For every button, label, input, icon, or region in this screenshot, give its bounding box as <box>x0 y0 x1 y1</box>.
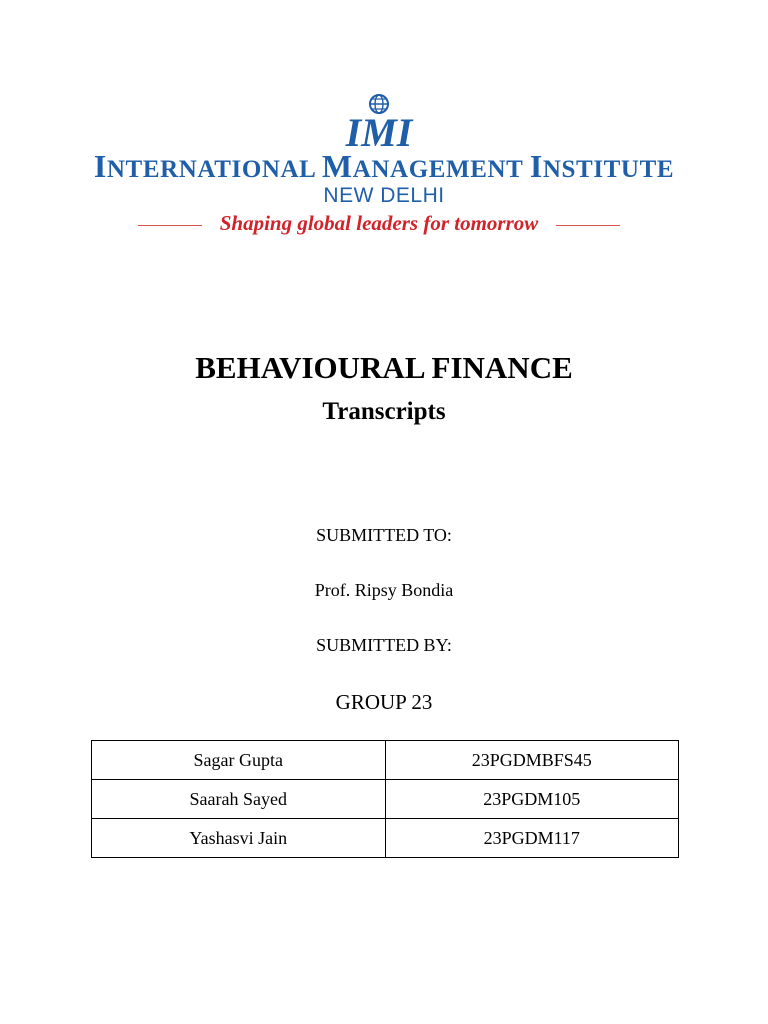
tagline-rule-left <box>138 225 202 226</box>
logo-name-part-4: I <box>529 148 543 184</box>
member-name: Sagar Gupta <box>92 741 386 780</box>
table-row <box>92 819 679 858</box>
logo-name-part-0: I <box>93 148 107 184</box>
professor-name: Prof. Ripsy Bondia <box>314 580 454 600</box>
logo-name-part-1: NTERNATIONAL <box>106 156 322 183</box>
tagline-rule-right <box>556 225 620 226</box>
document-title: BEHAVIOURAL FINANCE <box>195 350 573 385</box>
table-row <box>92 741 679 780</box>
submitted-by-label: SUBMITTED BY: <box>316 635 452 655</box>
logo-tagline-block <box>138 211 620 239</box>
imi-logo-mark <box>334 92 424 148</box>
member-id: 23PGDM117 <box>385 819 679 858</box>
logo-name-part-3: ANAGEMENT <box>352 156 530 183</box>
document-subtitle: Transcripts <box>322 398 446 425</box>
logo-name-part-5: NSTITUTE <box>542 156 675 183</box>
member-id: 23PGDMBFS45 <box>385 741 679 780</box>
imi-logo <box>0 90 768 240</box>
logo-name-part-2: M <box>321 148 353 184</box>
member-name: Yashasvi Jain <box>92 819 386 858</box>
logo-tagline: Shaping global leaders for tomorrow <box>219 211 539 235</box>
logo-institute-name <box>0 148 768 185</box>
table-row <box>92 780 679 819</box>
member-id: 23PGDM105 <box>385 780 679 819</box>
logo-city: NEW DELHI <box>323 184 445 207</box>
group-number: GROUP 23 <box>335 690 433 714</box>
logo-mark-text: IMI <box>345 110 413 148</box>
members-table <box>91 740 679 858</box>
submitted-to-label: SUBMITTED TO: <box>316 525 452 545</box>
member-name: Saarah Sayed <box>92 780 386 819</box>
